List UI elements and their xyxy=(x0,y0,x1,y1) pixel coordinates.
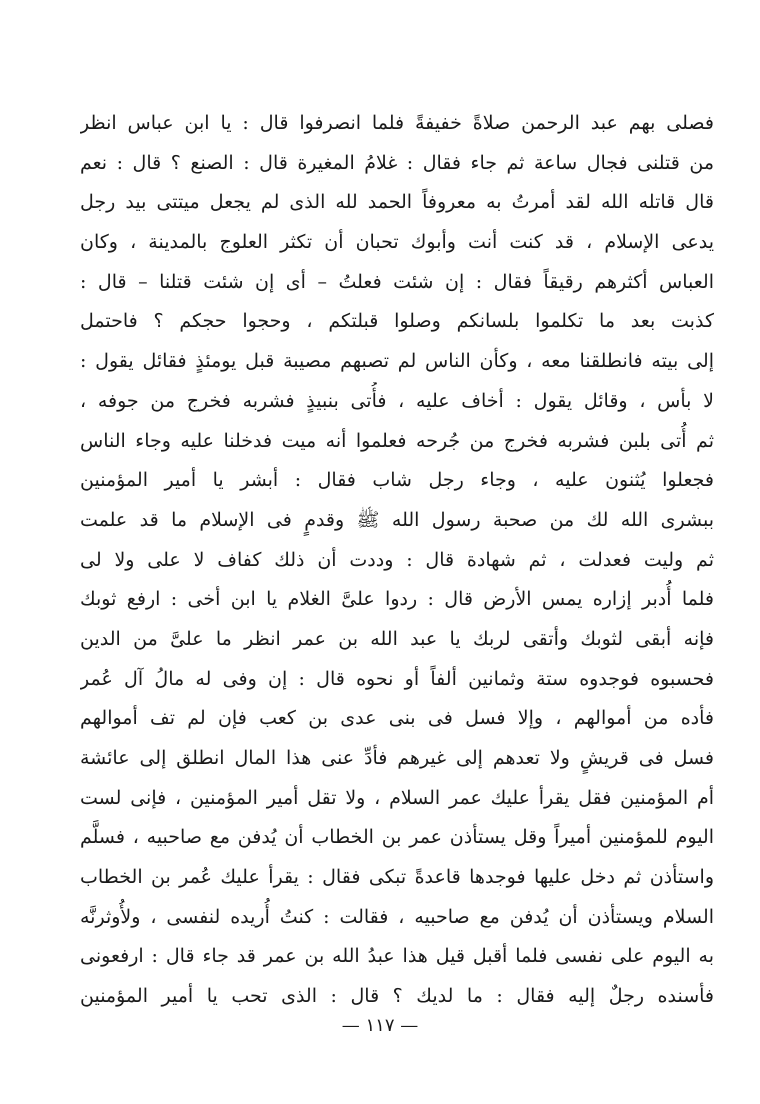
body-text xyxy=(80,104,714,1017)
text-line: فإنه أبقى لثوبك وأتقى لربك يا عبد الله بن عمر انظر ما علىَّ من الدين xyxy=(80,627,714,650)
text-line: السلام ويستأذن أن يُدفن مع صاحبيه ، فقالت : كنتُ أُريده لنفسى ، ولأُوثرنَّه xyxy=(80,905,714,928)
text-line: من قتلنى فجال ساعة ثم جاء فقال : غلامُ المغيرة قال : الصنع ؟ قال : نعم xyxy=(80,151,714,174)
text-line: فلما أُدبر إزاره يمس الأرض قال : ردوا علىَّ الغلام يا ابن أخى : ارفع ثوبك xyxy=(80,588,714,611)
text-line: فأده من أموالهم ، وإلا فسل فى بنى عدى بن كعب فإن لم تف أموالهم xyxy=(80,707,714,730)
text-line: ببشرى الله لك من صحبة رسول الله ﷺ وقدمٍ فى الإسلام ما قد علمت xyxy=(80,508,714,531)
text-line: أم المؤمنين فقل يقرأ عليك عمر السلام ، ولا تقل أمير المؤمنين ، فإنى لست xyxy=(80,786,714,809)
text-line: ثم وليت فعدلت ، ثم شهادة قال : وددت أن ذلك كفاف لا على ولا لى xyxy=(80,548,714,571)
text-line: إلى بيته فانطلقنا معه ، وكأن الناس لم تصبهم مصيبة قبل يومئذٍ فقائل يقول : xyxy=(80,350,714,373)
text-line: كذبت بعد ما تكلموا بلسانكم وصلوا قبلتكم ، وحجوا حجكم ؟ فاحتمل xyxy=(80,310,714,333)
text-line: لا بأس ، وقائل يقول : أخاف عليه ، فأُتى بنبيذٍ فشربه فخرج من جوفه ، xyxy=(80,389,714,412)
text-line: به اليوم على نفسى فلما أقبل قيل هذا عبدُ الله بن عمر قد جاء قال : ارفعونى xyxy=(80,945,714,968)
text-line: العباس أكثرهم رقيقاً فقال : إن شئت فعلتُ – أى إن شئت قتلنا – قال : xyxy=(80,270,714,293)
text-line: قال قاتله الله لقد أمرتُ به معروفاً الحمد لله الذى لم يجعل ميتتى بيد رجل xyxy=(80,191,714,214)
text-line: فأسنده رجلٌ إليه فقال : ما لديك ؟ قال : الذى تحب يا أمير المؤمنين xyxy=(80,985,714,1008)
text-line: يدعى الإسلام ، قد كنت أنت وأبوك تحبان أن تكثر العلوج بالمدينة ، وكان xyxy=(80,231,714,254)
page-number: — ١١٧ — xyxy=(341,1015,419,1036)
text-line: اليوم للمؤمنين أميراً وقل يستأذن عمر بن الخطاب أن يُدفن مع صاحبيه ، فسلَّم xyxy=(80,826,714,849)
text-line: فصلى بهم عبد الرحمن صلاةً خفيفةً فلما انصرفوا قال : يا ابن عباس انظر xyxy=(80,112,714,134)
text-line: ثم أُتى بلبن فشربه فخرج من جُرحه فعلموا أنه ميت فدخلنا عليه وجاء الناس xyxy=(80,429,714,452)
text-line: فسل فى قريشٍ ولا تعدهم إلى غيرهم فأدِّ عنى هذا المال انطلق إلى عائشة xyxy=(80,747,714,769)
text-line: واستأذن ثم دخل عليها فوجدها قاعدةً تبكى فقال : يقرأ عليك عُمر بن الخطاب xyxy=(80,866,714,889)
text-line: فحسبوه فوجدوه ستة وثمانين ألفاً أو نحوه قال : إن وفى له مالُ آل عُمر xyxy=(80,667,714,690)
text-line: فجعلوا يُثنون عليه ، وجاء رجل شاب فقال : أبشر يا أمير المؤمنين xyxy=(80,469,714,492)
